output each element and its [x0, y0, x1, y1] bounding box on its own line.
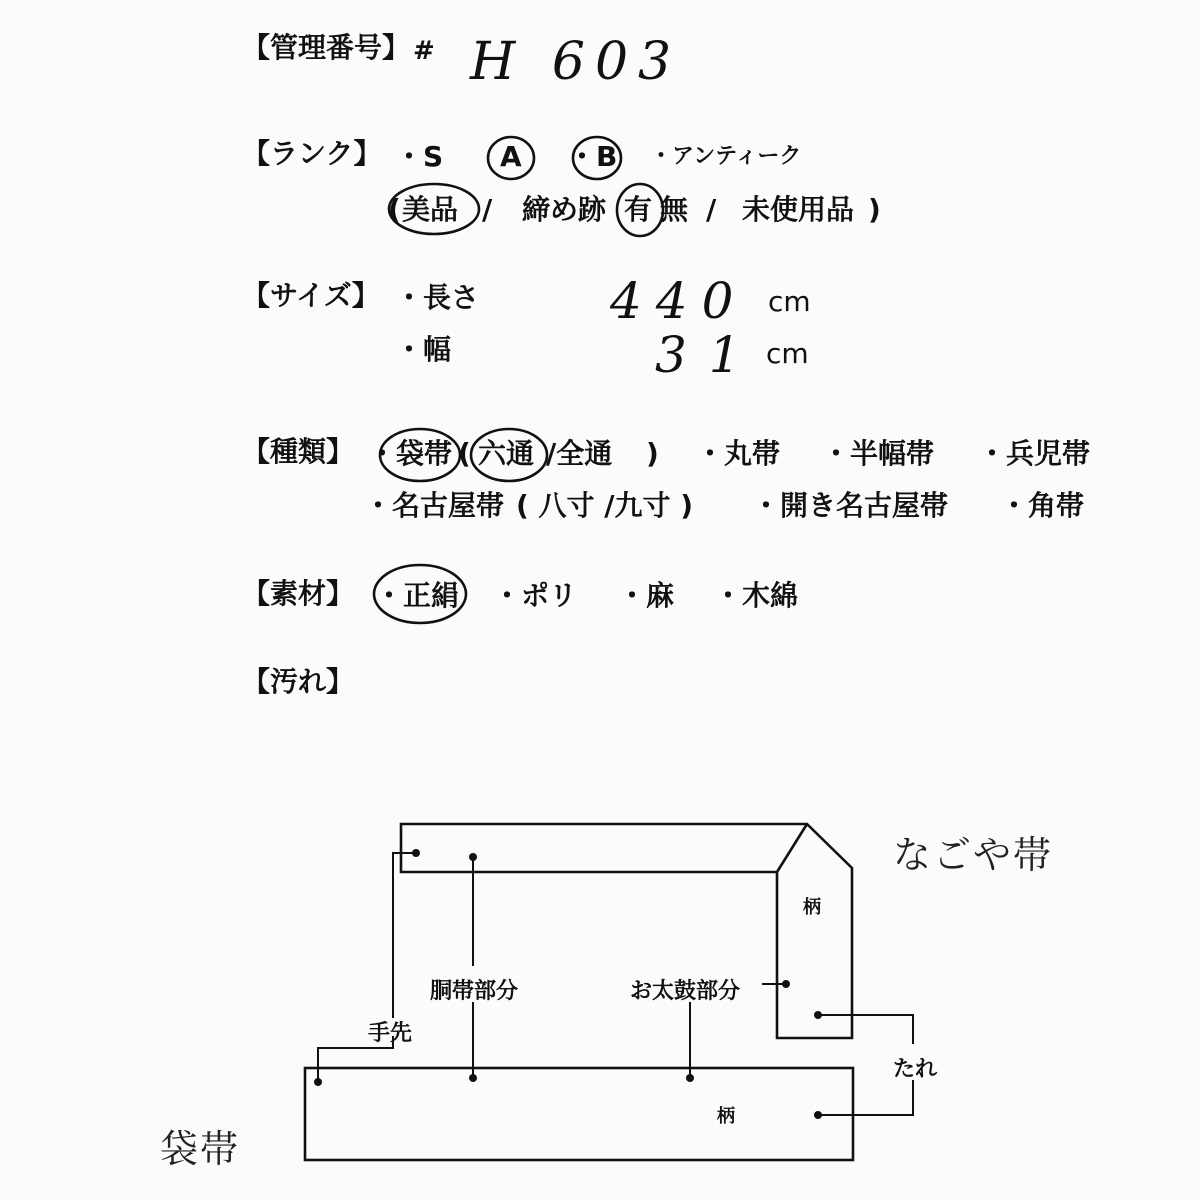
material-silk: ・正絹 — [375, 579, 460, 612]
size-length-unit: cm — [768, 285, 811, 318]
rank-yu: 有 — [624, 193, 653, 226]
tesaki-label: 手先 — [368, 1021, 413, 1046]
rank-bihin: 美品 — [402, 193, 459, 226]
material-cotton: ・木綿 — [714, 579, 799, 612]
nagoya-obi-fold — [777, 824, 807, 872]
gara-bottom-label: 柄 — [717, 1106, 735, 1127]
rank-s: ・S — [395, 140, 444, 173]
material-label: 【素材】 — [242, 577, 355, 610]
otaiko-label: お太鼓部分 — [630, 979, 741, 1004]
gara-top-label: 柄 — [803, 897, 821, 918]
rank-antique: ・アンティーク — [650, 144, 802, 169]
rank-b: ・B — [568, 140, 618, 173]
size-length-label: ・長さ — [395, 281, 480, 314]
type-maru: ・丸帯 — [696, 437, 781, 470]
rank-slash1: / — [482, 193, 493, 226]
tare-leader-top — [818, 1015, 913, 1044]
nagoya-obi-caption: なごや帯 — [893, 833, 1054, 877]
type-rokutsu: 六通 — [478, 437, 535, 470]
rank-a: A — [500, 140, 522, 173]
tare-label: たれ — [893, 1057, 938, 1082]
nagoya-obi-outline — [401, 824, 852, 1038]
point-tesaki-fukuro — [314, 1078, 322, 1086]
type-paren-open: ( — [458, 437, 471, 470]
point-dobu-fukuro — [469, 1074, 477, 1082]
rank-mu: 無 — [660, 193, 689, 226]
type-paren-close: ) — [646, 437, 659, 470]
tesaki-leader — [393, 853, 416, 1018]
point-tare-fukuro — [814, 1111, 822, 1119]
size-length-value: 440 — [610, 272, 748, 330]
management-number: H 603 — [470, 32, 682, 92]
type-fukuro: ・袋帯 — [368, 437, 453, 470]
type-heko: ・兵児帯 — [978, 437, 1091, 470]
type-hanhaba: ・半幅帯 — [822, 437, 935, 470]
size-width-label: ・幅 — [395, 333, 452, 366]
management-hash: # — [413, 36, 435, 66]
point-tesaki-nagoya — [412, 849, 420, 857]
rank-close-paren: ) — [868, 193, 881, 226]
stain-label: 【汚れ】 — [242, 665, 355, 698]
material-asa: ・麻 — [618, 579, 675, 612]
fukuro-obi-caption: 袋帯 — [160, 1127, 241, 1171]
rank-shimeato: 締め跡 — [522, 193, 607, 226]
type-label: 【種類】 — [242, 435, 355, 468]
type-nagoya: ・名古屋帯 — [364, 489, 505, 522]
point-tare-nagoya — [814, 1011, 822, 1019]
size-label: 【サイズ】 — [242, 279, 380, 312]
type-kaku: ・角帯 — [1000, 489, 1085, 522]
size-width-unit: cm — [766, 337, 809, 370]
point-dobu-nagoya — [469, 853, 477, 861]
type-nagoya-sizes: ( 八寸 /九寸 ) — [516, 489, 694, 522]
type-zentsu: /全通 — [546, 437, 613, 470]
size-width-value: 31 — [655, 326, 763, 384]
point-otaiko-nagoya — [782, 980, 790, 988]
type-hiraki: ・開き名古屋帯 — [752, 489, 949, 522]
material-poly: ・ポリ — [493, 579, 578, 612]
management-label: 【管理番号】 — [242, 31, 411, 64]
dobu-label: 胴帯部分 — [430, 979, 519, 1004]
rank-open-paren: ( — [388, 193, 401, 226]
rank-unused: 未使用品 — [742, 193, 855, 226]
point-otaiko-fukuro — [686, 1074, 694, 1082]
fukuro-obi-outline — [305, 1068, 853, 1160]
rank-label: 【ランク】 — [242, 137, 382, 170]
rank-slash2: / — [706, 193, 717, 226]
tare-leader-bottom — [818, 1080, 913, 1115]
